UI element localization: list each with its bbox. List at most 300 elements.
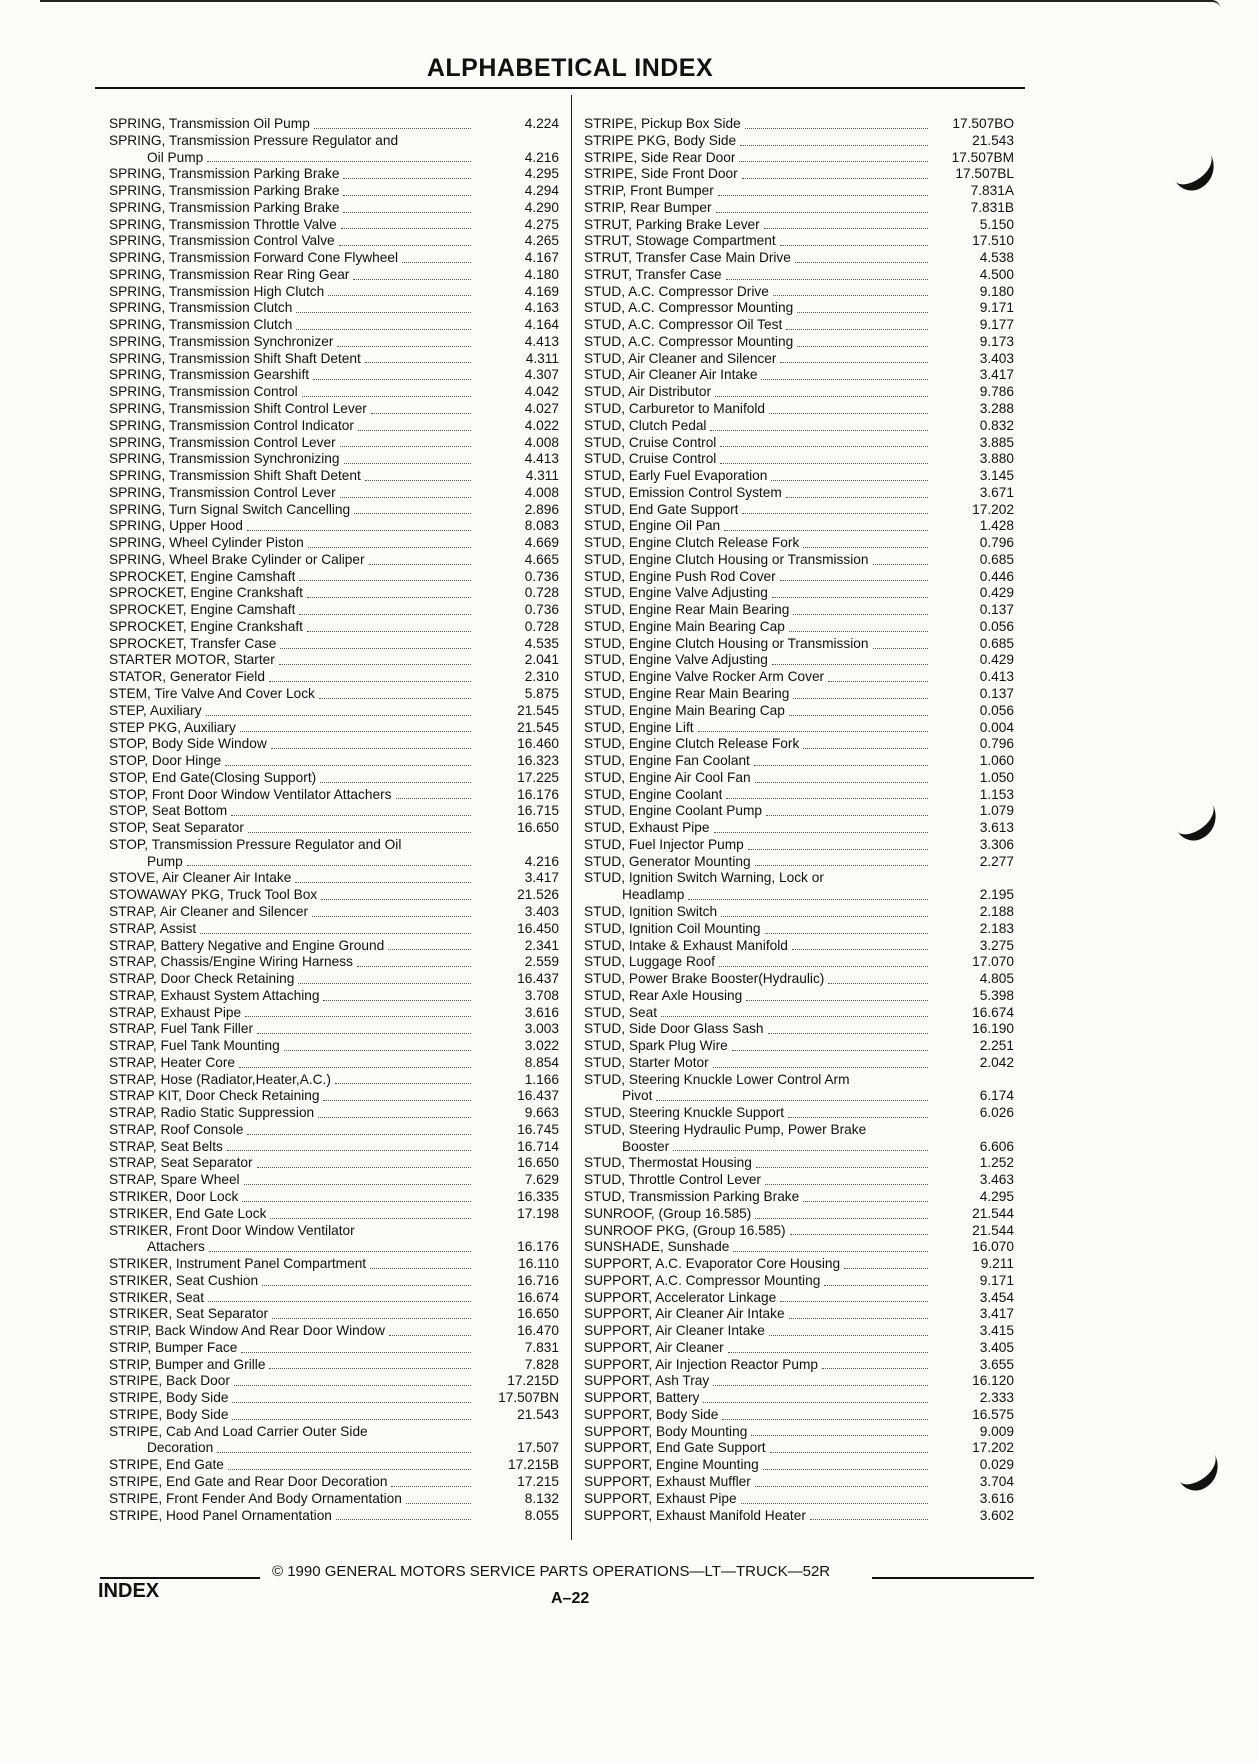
entry-label: Attachers xyxy=(147,1239,205,1255)
entry-label: STRAP, Assist xyxy=(109,920,197,936)
entry-reference: 0.728 xyxy=(524,618,559,634)
dot-leader xyxy=(187,864,471,866)
dot-leader xyxy=(343,211,471,213)
dot-leader xyxy=(388,948,471,950)
dot-leader xyxy=(822,1367,928,1369)
dot-leader xyxy=(232,1418,471,1420)
entry-label: STUD, Ignition Switch Warning, Lock or xyxy=(584,870,824,886)
index-entry xyxy=(109,233,559,250)
page-title: ALPHABETICAL INDEX xyxy=(426,54,714,82)
dot-leader xyxy=(296,328,471,330)
dot-leader xyxy=(391,1485,471,1487)
entry-reference: 1.050 xyxy=(979,769,1014,785)
index-entry xyxy=(584,1088,1014,1105)
index-entry xyxy=(584,183,1014,200)
dot-leader xyxy=(328,294,471,296)
dot-leader xyxy=(299,579,471,581)
entry-reference: 16.323 xyxy=(517,753,559,769)
index-entry xyxy=(109,1021,559,1038)
dot-leader xyxy=(371,412,471,414)
entry-reference: 16.437 xyxy=(517,1088,559,1104)
entry-reference: 4.805 xyxy=(979,971,1014,987)
entry-label: SUNROOF PKG, (Group 16.585) xyxy=(584,1222,786,1238)
entry-reference: 3.403 xyxy=(979,350,1014,366)
dot-leader xyxy=(769,1334,928,1336)
entry-label: STUD, Fuel Injector Pump xyxy=(584,836,744,852)
index-entry xyxy=(109,753,559,770)
entry-label: STRIP, Rear Bumper xyxy=(584,199,712,215)
dot-leader xyxy=(232,1401,471,1403)
entry-label: STRAP, Heater Core xyxy=(109,1054,236,1070)
index-entry xyxy=(109,1122,559,1139)
dot-leader xyxy=(402,261,471,263)
entry-label: SPRING, Transmission Synchronizing xyxy=(109,451,340,467)
index-entry xyxy=(109,669,559,686)
entry-label: STRAP KIT, Door Check Retaining xyxy=(109,1088,320,1104)
entry-label: SUPPORT, Body Mounting xyxy=(584,1423,748,1439)
dot-leader xyxy=(789,714,928,716)
index-entry xyxy=(584,1323,1014,1340)
entry-label: STOP, Seat Separator xyxy=(109,820,244,836)
index-entry xyxy=(109,770,559,787)
entry-label: SPRING, Transmission Pressure Regulator and xyxy=(109,132,399,148)
dot-leader xyxy=(262,1284,471,1286)
entry-label: STUD, Ignition Switch xyxy=(584,903,718,919)
index-entry xyxy=(109,1223,559,1240)
index-entry xyxy=(584,1407,1014,1424)
entry-reference: 16.070 xyxy=(972,1239,1014,1255)
dot-leader xyxy=(269,1367,471,1369)
entry-label: STUD, Air Distributor xyxy=(584,384,712,400)
index-entry xyxy=(109,1306,559,1323)
entry-label: SUPPORT, Battery xyxy=(584,1390,700,1406)
index-entry xyxy=(109,1390,559,1407)
index-entry xyxy=(584,820,1014,837)
entry-label: SPRING, Transmission Parking Brake xyxy=(109,166,340,182)
index-entry xyxy=(109,1290,559,1307)
entry-reference: 3.655 xyxy=(979,1356,1014,1372)
dot-leader xyxy=(208,1300,471,1302)
index-entry xyxy=(584,217,1014,234)
dot-leader xyxy=(797,311,928,313)
entry-reference: 17.507BO xyxy=(952,115,1014,131)
entry-reference: 2.896 xyxy=(524,501,559,517)
entry-label: STRAP, Fuel Tank Filler xyxy=(109,1021,254,1037)
entry-label: SPRING, Transmission Clutch xyxy=(109,317,293,333)
entry-reference: 5.875 xyxy=(524,686,559,702)
dot-leader xyxy=(307,630,471,632)
index-entry xyxy=(584,887,1014,904)
dot-leader xyxy=(722,1418,928,1420)
entry-label: SPRING, Transmission Oil Pump xyxy=(109,115,310,131)
entry-reference: 2.341 xyxy=(524,937,559,953)
dot-leader xyxy=(728,1351,928,1353)
entry-reference: 1.153 xyxy=(979,786,1014,802)
index-entry xyxy=(109,1038,559,1055)
entry-label: STUD, Engine Air Cool Fan xyxy=(584,769,751,785)
dot-leader xyxy=(726,278,928,280)
entry-label: STRUT, Transfer Case Main Drive xyxy=(584,250,791,266)
entry-reference: 16.437 xyxy=(517,971,559,987)
index-entry xyxy=(109,552,559,569)
dot-leader xyxy=(745,127,928,129)
entry-label: SPRING, Transmission Clutch xyxy=(109,300,293,316)
index-entry xyxy=(109,1239,559,1256)
entry-label: STUD, Steering Hydraulic Pump, Power Brake xyxy=(584,1121,867,1137)
dot-leader xyxy=(272,1317,471,1319)
entry-reference: 4.290 xyxy=(524,199,559,215)
entry-label: STRIPE, Back Door xyxy=(109,1373,230,1389)
entry-reference: 17.215B xyxy=(508,1457,559,1473)
index-entry xyxy=(109,636,559,653)
dot-leader xyxy=(780,361,928,363)
entry-reference: 3.288 xyxy=(979,401,1014,416)
index-entry xyxy=(584,1155,1014,1172)
entry-label: STRAP, Spare Wheel xyxy=(109,1172,240,1188)
entry-reference: 7.831 xyxy=(524,1339,559,1355)
entry-reference: 21.543 xyxy=(517,1406,559,1422)
entry-reference: 16.575 xyxy=(972,1406,1014,1422)
index-entry xyxy=(584,1122,1014,1139)
entry-reference: 0.029 xyxy=(979,1457,1014,1473)
entry-label: STUD, Clutch Pedal xyxy=(584,417,707,433)
entry-label: STRAP, Roof Console xyxy=(109,1121,244,1137)
entry-reference: 2.188 xyxy=(979,903,1014,919)
page-number: A–22 xyxy=(551,1590,590,1607)
entry-reference: 3.417 xyxy=(524,870,559,886)
index-entry xyxy=(109,1340,559,1357)
entry-label: STRAP, Exhaust Pipe xyxy=(109,1004,242,1020)
dot-leader xyxy=(280,647,471,649)
entry-reference: 6.174 xyxy=(979,1088,1014,1104)
index-entry xyxy=(584,1273,1014,1290)
entry-reference: 9.171 xyxy=(979,1272,1014,1288)
dot-leader xyxy=(396,797,472,799)
index-entry xyxy=(109,518,559,535)
index-entry xyxy=(584,904,1014,921)
dot-leader xyxy=(873,563,928,565)
entry-reference: 4.164 xyxy=(524,317,559,333)
index-entry xyxy=(584,367,1014,384)
entry-label: STRAP, Air Cleaner and Silencer xyxy=(109,903,309,919)
index-entry xyxy=(109,468,559,485)
index-entry xyxy=(109,870,559,887)
entry-label: STRAP, Fuel Tank Mounting xyxy=(109,1038,280,1054)
entry-reference: 4.224 xyxy=(524,115,559,131)
entry-reference: 16.176 xyxy=(517,1239,559,1255)
entry-label: STEP PKG, Auxiliary xyxy=(109,719,236,735)
dot-leader xyxy=(365,361,471,363)
entry-label: STRIP, Bumper Face xyxy=(109,1339,238,1355)
dot-leader xyxy=(241,1351,471,1353)
entry-label: STRIPE, End Gate xyxy=(109,1457,224,1473)
entry-label: STUD, Rear Axle Housing xyxy=(584,987,743,1003)
entry-label: STUD, Engine Coolant Pump xyxy=(584,803,763,819)
index-entry xyxy=(584,468,1014,485)
entry-label: STUD, Starter Motor xyxy=(584,1054,709,1070)
entry-label: STUD, Engine Rear Main Bearing xyxy=(584,602,790,618)
dot-leader xyxy=(242,1200,471,1202)
entry-reference: 0.796 xyxy=(979,736,1014,752)
index-entry xyxy=(584,418,1014,435)
index-entry xyxy=(109,988,559,1005)
dot-leader xyxy=(713,1066,928,1068)
entry-label: SUPPORT, Engine Mounting xyxy=(584,1457,759,1473)
entry-label: STRIPE, Hood Panel Ornamentation xyxy=(109,1507,332,1523)
entry-reference: 0.796 xyxy=(979,535,1014,551)
entry-reference: 3.708 xyxy=(524,987,559,1003)
footer-rule-right xyxy=(872,1577,1034,1579)
entry-label: STRAP, Seat Belts xyxy=(109,1138,223,1154)
entry-label: SPRING, Transmission Gearshift xyxy=(109,367,310,383)
dot-leader xyxy=(766,814,928,816)
dot-leader xyxy=(788,1116,928,1118)
entry-label: STUD, End Gate Support xyxy=(584,501,739,517)
dot-leader xyxy=(715,395,928,397)
dot-leader xyxy=(755,864,928,866)
dot-leader xyxy=(298,982,471,984)
entry-label: STUD, Throttle Control Lever xyxy=(584,1172,761,1188)
index-entry xyxy=(109,1155,559,1172)
entry-label: SPRING, Turn Signal Switch Cancelling xyxy=(109,501,351,517)
entry-label: SPRING, Transmission Synchronizer xyxy=(109,333,334,349)
dot-leader xyxy=(719,965,928,967)
index-entry xyxy=(109,1206,559,1223)
index-entry xyxy=(109,267,559,284)
index-entry xyxy=(109,1005,559,1022)
index-entry xyxy=(584,1340,1014,1357)
index-entry xyxy=(109,1172,559,1189)
dot-leader xyxy=(320,781,471,783)
entry-label: SPRING, Transmission Control Indicator xyxy=(109,417,354,433)
entry-label: STUD, Engine Fan Coolant xyxy=(584,753,750,769)
entry-label: SUPPORT, Air Cleaner Air Intake xyxy=(584,1306,785,1322)
index-entry xyxy=(584,1105,1014,1122)
entry-reference: 17.070 xyxy=(972,954,1014,970)
entry-label: STUD, Engine Valve Adjusting xyxy=(584,585,768,601)
index-entry xyxy=(109,1491,559,1508)
index-entry xyxy=(109,1457,559,1474)
entry-label: STOP, Transmission Pressure Regulator and Oil xyxy=(109,836,402,852)
index-entry xyxy=(584,1440,1014,1457)
copyright-line: © 1990 GENERAL MOTORS SERVICE PARTS OPERATIONS—LT—TRUCK—52R xyxy=(272,1563,831,1580)
index-entry xyxy=(584,602,1014,619)
index-entry xyxy=(584,1172,1014,1189)
index-entry xyxy=(584,686,1014,703)
entry-reference: 16.460 xyxy=(517,736,559,752)
dot-leader xyxy=(257,1032,471,1034)
entry-reference: 8.055 xyxy=(524,1507,559,1523)
dot-leader xyxy=(803,747,928,749)
dot-leader xyxy=(270,1217,471,1219)
entry-reference: 6.026 xyxy=(979,1105,1014,1121)
index-entry xyxy=(109,1508,559,1525)
entry-reference: 0.056 xyxy=(979,618,1014,634)
dot-leader xyxy=(337,345,471,347)
index-entry xyxy=(584,837,1014,854)
entry-reference: 16.674 xyxy=(972,1004,1014,1020)
dot-leader xyxy=(741,1502,928,1504)
entry-reference: 9.180 xyxy=(979,283,1014,299)
index-entry xyxy=(584,133,1014,150)
entry-label: SUNSHADE, Sunshade xyxy=(584,1239,730,1255)
entry-reference: 4.311 xyxy=(525,468,559,484)
dot-leader xyxy=(828,680,928,682)
entry-label: STUD, Side Door Glass Sash xyxy=(584,1021,764,1037)
entry-reference: 4.042 xyxy=(524,384,559,400)
index-entry xyxy=(109,921,559,938)
dot-leader xyxy=(271,747,471,749)
entry-label: STUD, Steering Knuckle Support xyxy=(584,1105,785,1121)
index-entry xyxy=(109,887,559,904)
index-entry xyxy=(109,502,559,519)
dot-leader xyxy=(765,932,929,934)
entry-reference: 4.535 xyxy=(524,635,559,651)
dot-leader xyxy=(795,261,928,263)
dot-leader xyxy=(763,1468,928,1470)
entry-reference: 4.538 xyxy=(979,250,1014,266)
entry-label: SUPPORT, Exhaust Pipe xyxy=(584,1490,737,1506)
entry-reference: 0.736 xyxy=(524,602,559,618)
dot-leader xyxy=(312,915,471,917)
index-entry xyxy=(109,938,559,955)
index-entry xyxy=(584,1357,1014,1374)
index-entry xyxy=(584,753,1014,770)
entry-reference: 2.251 xyxy=(979,1038,1014,1054)
title-rule xyxy=(95,87,1025,89)
index-entry xyxy=(109,250,559,267)
dot-leader xyxy=(786,496,928,498)
index-entry xyxy=(584,803,1014,820)
index-entry xyxy=(584,351,1014,368)
dot-leader xyxy=(354,512,471,514)
entry-reference: 17.510 xyxy=(972,233,1014,249)
entry-reference: 3.613 xyxy=(979,820,1014,836)
entry-label: STUD, Spark Plug Wire xyxy=(584,1038,728,1054)
index-entry xyxy=(584,669,1014,686)
dot-leader xyxy=(340,496,471,498)
index-entry xyxy=(584,116,1014,133)
index-entry xyxy=(109,1407,559,1424)
entry-label: STEP, Auxiliary xyxy=(109,702,202,718)
dot-leader xyxy=(295,881,471,883)
entry-label: SPRING, Wheel Cylinder Piston xyxy=(109,535,304,551)
entry-reference: 4.008 xyxy=(524,484,559,500)
entry-label: SUPPORT, A.C. Compressor Mounting xyxy=(584,1272,821,1288)
dot-leader xyxy=(733,1250,928,1252)
entry-label: STUD, Engine Valve Rocker Arm Cover xyxy=(584,669,825,685)
entry-label: STRIPE, Body Side xyxy=(109,1406,229,1422)
entry-reference: 4.163 xyxy=(524,300,559,316)
dot-leader xyxy=(793,613,928,615)
entry-reference: 4.275 xyxy=(524,216,559,232)
dot-leader xyxy=(344,462,472,464)
entry-label: STOP, Front Door Window Ventilator Attachers xyxy=(109,786,392,802)
entry-reference: 3.415 xyxy=(979,1323,1014,1339)
entry-reference: 0.736 xyxy=(524,568,559,584)
index-entry xyxy=(584,636,1014,653)
entry-reference: 16.674 xyxy=(517,1289,559,1305)
entry-reference: 8.083 xyxy=(524,518,559,534)
entry-reference: 2.310 xyxy=(524,669,559,685)
entry-label: STRIPE, Front Fender And Body Ornamentation xyxy=(109,1490,402,1506)
dot-leader xyxy=(335,1082,471,1084)
entry-label: STRIPE, End Gate and Rear Door Decoration xyxy=(109,1474,388,1489)
entry-label: STRAP, Door Check Retaining xyxy=(109,971,295,987)
dot-leader xyxy=(873,647,928,649)
index-entry xyxy=(584,1005,1014,1022)
entry-reference: 8.132 xyxy=(524,1490,559,1506)
dot-leader xyxy=(318,1116,471,1118)
entry-reference: 0.137 xyxy=(979,686,1014,702)
dot-leader xyxy=(296,311,471,313)
entry-reference: 0.413 xyxy=(979,669,1014,685)
entry-reference: 3.463 xyxy=(979,1172,1014,1188)
entry-label: STUD, Engine Oil Pan xyxy=(584,518,721,534)
dot-leader xyxy=(797,345,928,347)
entry-reference: 21.545 xyxy=(517,702,559,718)
entry-reference: 9.663 xyxy=(524,1105,559,1121)
entry-reference: 17.225 xyxy=(517,769,559,785)
entry-reference: 0.004 xyxy=(979,719,1014,735)
index-entry xyxy=(584,954,1014,971)
index-entry xyxy=(109,1189,559,1206)
index-entry xyxy=(584,1239,1014,1256)
entry-reference: 17.507BM xyxy=(951,149,1014,165)
dot-leader xyxy=(206,714,471,716)
entry-reference: 1.060 xyxy=(979,753,1014,769)
column-divider xyxy=(571,95,572,1540)
dot-leader xyxy=(789,1317,928,1319)
index-entry xyxy=(584,703,1014,720)
entry-label: STUD, Steering Knuckle Lower Control Arm xyxy=(584,1071,850,1087)
entry-label: STATOR, Generator Field xyxy=(109,669,265,685)
index-entry xyxy=(584,720,1014,737)
index-entry xyxy=(584,619,1014,636)
dot-leader xyxy=(803,1200,928,1202)
entry-label: SUPPORT, Body Side xyxy=(584,1406,719,1422)
index-entry xyxy=(584,854,1014,871)
entry-label: STUD, A.C. Compressor Mounting xyxy=(584,300,794,316)
entry-label: STUD, Carburetor to Manifold xyxy=(584,401,766,416)
entry-reference: 16.190 xyxy=(972,1021,1014,1037)
entry-reference: 16.176 xyxy=(517,786,559,802)
index-entry xyxy=(109,535,559,552)
dot-leader xyxy=(716,211,928,213)
entry-label: STUD, Cruise Control xyxy=(584,434,717,450)
dot-leader xyxy=(713,1384,928,1386)
binder-hole-mark-middle xyxy=(1167,792,1225,848)
index-entry xyxy=(584,1021,1014,1038)
entry-label: STUD, Air Cleaner and Silencer xyxy=(584,350,777,366)
entry-reference: 4.180 xyxy=(524,266,559,282)
dot-leader xyxy=(870,1134,928,1135)
entry-reference: 2.559 xyxy=(524,954,559,970)
index-entry xyxy=(584,1373,1014,1390)
entry-reference: 3.405 xyxy=(979,1339,1014,1355)
entry-label: STUD, Engine Coolant xyxy=(584,786,723,802)
index-entry xyxy=(109,435,559,452)
entry-reference: 0.685 xyxy=(979,551,1014,567)
dot-leader xyxy=(343,177,471,179)
entry-label: SUPPORT, Exhaust Muffler xyxy=(584,1474,751,1489)
dot-leader xyxy=(370,1267,471,1269)
entry-reference: 7.831A xyxy=(970,183,1014,199)
index-entry xyxy=(109,133,559,150)
index-entry xyxy=(584,1038,1014,1055)
dot-leader xyxy=(754,764,928,766)
dot-leader xyxy=(269,680,471,682)
